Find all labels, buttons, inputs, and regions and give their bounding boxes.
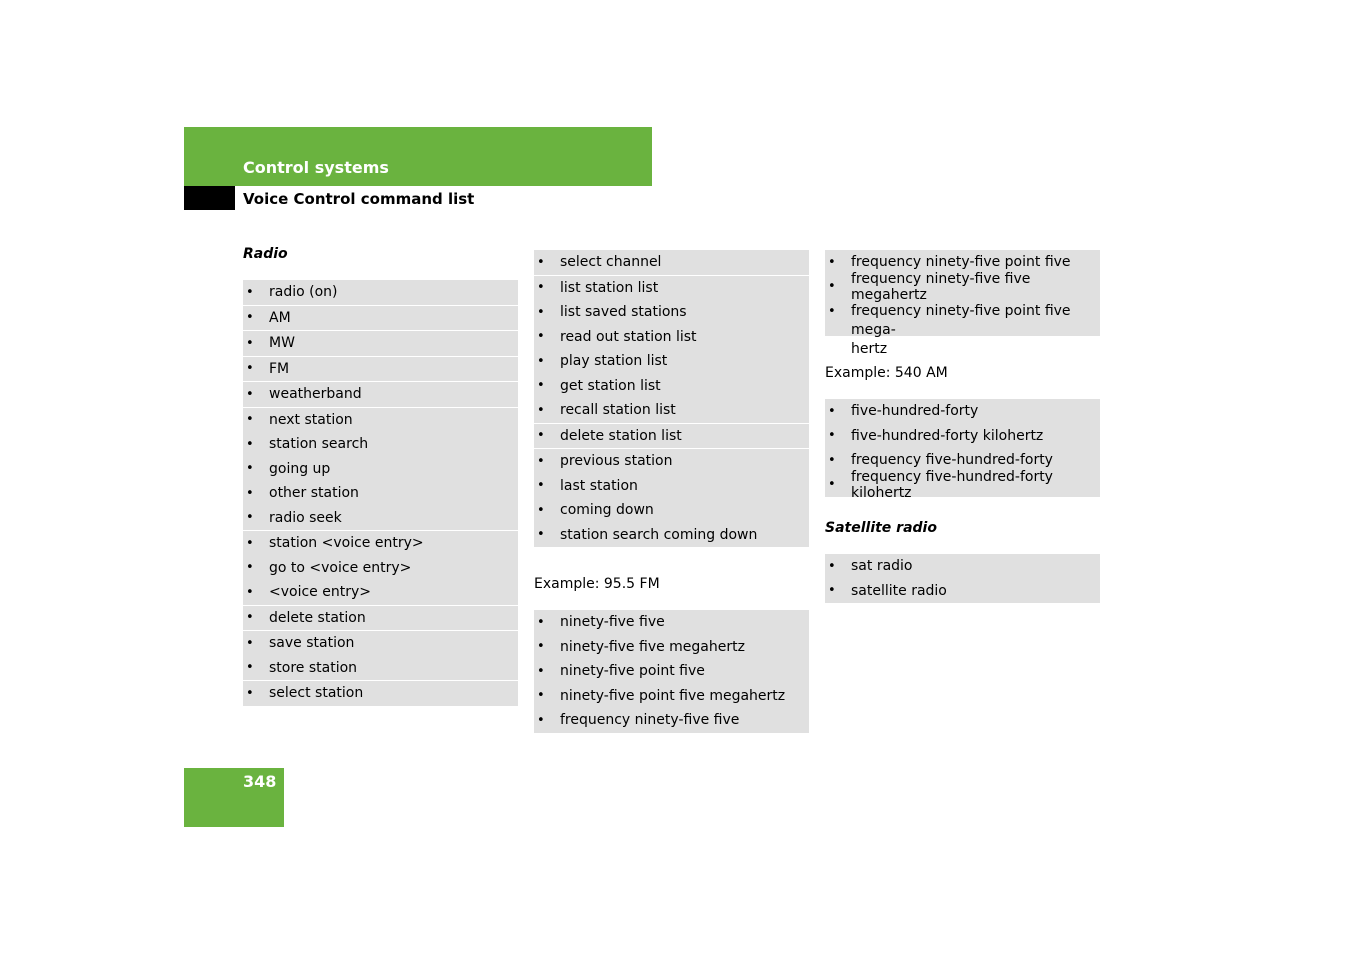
bullet-icon: •: [828, 279, 836, 295]
list-item: [534, 349, 809, 374]
list-item-text: radio seek: [269, 509, 342, 526]
bullet-icon: •: [828, 304, 836, 319]
list-item-text: station search coming down: [560, 526, 758, 543]
bullet-icon: •: [828, 428, 836, 444]
list-item-text: radio (on): [269, 284, 338, 301]
list-item-text: five-hundred-forty: [851, 403, 979, 420]
bullet-icon: •: [537, 254, 545, 270]
list-item-text: ninety-five point five: [560, 663, 705, 680]
bullet-icon: •: [537, 280, 545, 296]
list-item-text: five-hundred-forty kilohertz: [851, 427, 1044, 444]
list-item-text: FM: [269, 360, 290, 377]
list-item: [825, 424, 1100, 449]
section-title: Control systems: [243, 158, 389, 177]
list-item: [243, 432, 518, 457]
header-tab-marker: [184, 186, 235, 210]
bullet-icon: •: [246, 335, 254, 351]
bullet-icon: •: [828, 452, 836, 468]
bullet-icon: •: [246, 386, 254, 402]
list-item-text: delete station list: [560, 427, 682, 444]
bullet-icon: •: [246, 412, 254, 428]
bullet-icon: •: [246, 685, 254, 701]
bullet-icon: •: [537, 428, 545, 444]
bullet-icon: •: [537, 329, 545, 345]
list-item: [825, 299, 1100, 357]
bullet-icon: •: [246, 361, 254, 377]
list-item-text: previous station: [560, 453, 673, 470]
list-item-text: select station: [269, 685, 364, 702]
bullet-icon: •: [828, 558, 836, 574]
list-item-text: frequency ninety-five five: [560, 712, 740, 729]
list-item-text: frequency ninety-five point five: [851, 254, 1071, 271]
bullet-icon: •: [246, 461, 254, 477]
satellite-command-list: [825, 554, 1100, 603]
list-item-text: frequency five-hundred-forty: [851, 452, 1053, 469]
list-item: [534, 250, 809, 276]
list-item: [243, 631, 518, 656]
bullet-icon: •: [246, 560, 254, 576]
list-item: [243, 408, 518, 433]
bullet-icon: •: [246, 584, 254, 600]
example-fm-command-list: [534, 610, 809, 733]
radio-command-list: [243, 280, 518, 706]
list-item: [243, 306, 518, 332]
list-item: [534, 610, 809, 635]
example-am-command-list: [825, 399, 1100, 501]
list-item: [243, 357, 518, 383]
list-item: [825, 579, 1100, 604]
list-item-text: play station list: [560, 353, 668, 370]
list-item-text: select channel: [560, 254, 662, 271]
list-item: [243, 681, 518, 706]
bullet-icon: •: [537, 378, 545, 394]
list-item-text: read out station list: [560, 328, 697, 345]
bullet-icon: •: [537, 402, 545, 418]
list-item: [243, 331, 518, 357]
bullet-icon: •: [537, 304, 545, 320]
list-item: [825, 270, 1100, 303]
list-item-text: station <voice entry>: [269, 535, 424, 552]
frequency-command-list: [825, 250, 1100, 357]
header-bar: [184, 127, 652, 186]
list-item: [825, 399, 1100, 424]
list-item: [534, 424, 809, 450]
example-am-label: Example: 540 AM: [825, 365, 948, 381]
page-number: 348: [243, 772, 277, 791]
bullet-icon: •: [246, 535, 254, 551]
list-item: [534, 635, 809, 660]
list-item: [243, 457, 518, 482]
bullet-icon: •: [246, 436, 254, 452]
bullet-icon: •: [828, 583, 836, 599]
bullet-icon: •: [828, 403, 836, 419]
list-item: [534, 276, 809, 301]
page-subtitle: Voice Control command list: [243, 190, 475, 208]
list-item: [243, 481, 518, 506]
bullet-icon: •: [537, 663, 545, 679]
bullet-icon: •: [537, 478, 545, 494]
bullet-icon: •: [537, 502, 545, 518]
bullet-icon: •: [537, 453, 545, 469]
bullet-icon: •: [828, 477, 836, 493]
bullet-icon: •: [246, 485, 254, 501]
list-item-text: frequency five-hundred-forty kilohertz: [851, 468, 1053, 501]
bullet-icon: •: [537, 614, 545, 630]
list-item: [243, 656, 518, 682]
list-item: [243, 280, 518, 306]
list-item-text: go to <voice entry>: [269, 559, 412, 576]
list-item: [243, 580, 518, 606]
list-item-text: list station list: [560, 279, 659, 296]
list-item-text: other station: [269, 485, 359, 502]
bullet-icon: •: [246, 610, 254, 626]
bullet-icon: •: [537, 353, 545, 369]
list-item-text: save station: [269, 635, 355, 652]
list-item: [534, 523, 809, 548]
bullet-icon: •: [537, 639, 545, 655]
list-item-text: delete station: [269, 609, 366, 626]
list-item: [825, 554, 1100, 579]
bullet-icon: •: [537, 688, 545, 704]
list-item: [243, 382, 518, 408]
station-command-list: [534, 250, 809, 547]
list-item-text: MW: [269, 335, 295, 352]
bullet-icon: •: [537, 527, 545, 543]
list-item-text: list saved stations: [560, 304, 687, 321]
list-item-text: <voice entry>: [269, 584, 371, 601]
bullet-icon: •: [537, 712, 545, 728]
list-item-text: station search: [269, 436, 369, 453]
list-item-text: satellite radio: [851, 582, 947, 599]
list-item: [534, 659, 809, 684]
list-item-text: ninety-five point five megahertz: [560, 687, 786, 704]
list-item-text: get station list: [560, 377, 661, 394]
list-item: [534, 325, 809, 350]
list-item: [534, 374, 809, 399]
list-item: [243, 556, 518, 581]
list-item-text: recall station list: [560, 402, 676, 419]
bullet-icon: •: [246, 510, 254, 526]
bullet-icon: •: [246, 310, 254, 326]
list-item: [534, 300, 809, 325]
bullet-icon: •: [828, 254, 836, 270]
list-item: [534, 684, 809, 709]
satellite-radio-heading: Satellite radio: [825, 520, 937, 536]
list-item: [534, 498, 809, 523]
list-item-text: ninety-five five: [560, 614, 665, 631]
list-item-text: AM: [269, 309, 291, 326]
list-item: [534, 398, 809, 424]
list-item: [243, 506, 518, 532]
list-item-text: ninety-five five megahertz: [560, 638, 745, 655]
list-item: [534, 474, 809, 499]
list-item: [534, 708, 809, 733]
list-item-text: coming down: [560, 502, 654, 519]
list-item-text: weatherband: [269, 386, 362, 403]
example-fm-label: Example: 95.5 FM: [534, 576, 660, 592]
list-item: [825, 468, 1100, 501]
list-item-text: store station: [269, 659, 358, 676]
bullet-icon: •: [246, 660, 254, 676]
list-item: [243, 531, 518, 556]
list-item-text: going up: [269, 460, 331, 477]
list-item: [243, 606, 518, 632]
list-item-text: frequency ninety-five point five mega- hertz: [851, 303, 1071, 357]
list-item-text: last station: [560, 477, 638, 494]
list-item-text: next station: [269, 411, 353, 428]
list-item-text: sat radio: [851, 558, 913, 575]
list-item: [534, 449, 809, 474]
list-item-text: frequency ninety-five five megahertz: [851, 270, 1031, 303]
radio-heading: Radio: [243, 246, 288, 262]
bullet-icon: •: [246, 635, 254, 651]
bullet-icon: •: [246, 284, 254, 300]
